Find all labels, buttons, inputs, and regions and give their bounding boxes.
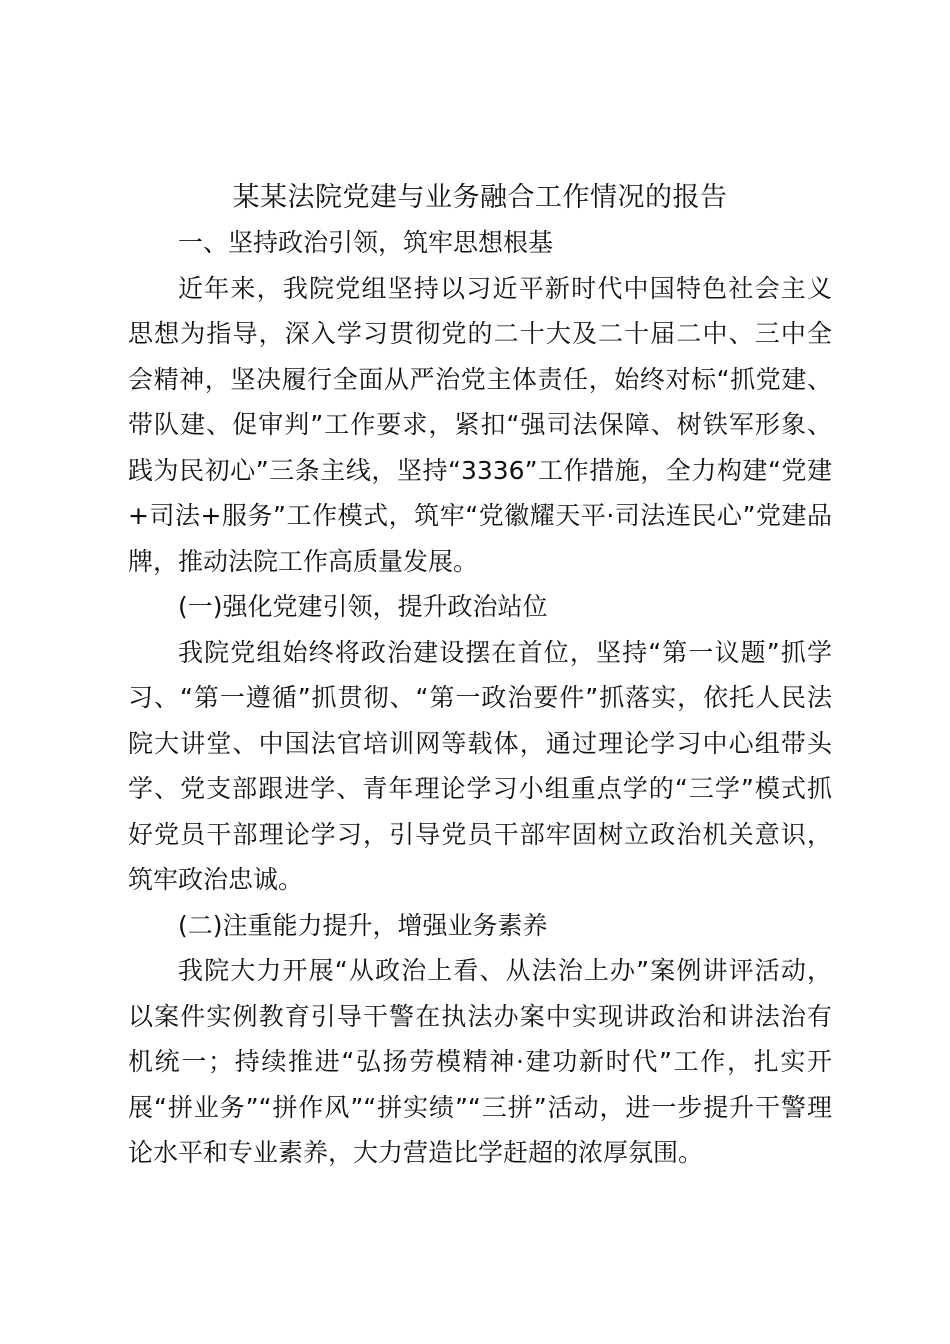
document-title: 某某法院党建与业务融合工作情况的报告 [232, 182, 728, 213]
paragraph-line: 带队建、促审判”工作要求，紧扣“强司法保障、树铁军形象、 [128, 410, 832, 439]
section-heading-1: 一、坚持政治引领，筑牢思想根基 [178, 228, 554, 257]
document-body [128, 176, 832, 1176]
paragraph-line: 学、党支部跟进学、青年理论学习小组重点学的“三学”模式抓 [128, 774, 832, 803]
paragraph-line: 院大讲堂、中国法官培训网等载体，通过理论学习中心组带头 [128, 728, 832, 758]
paragraph-line: 筑牢政治忠诚。 [128, 865, 304, 894]
paragraph-line: 以案件实例教育引导干警在执法办案中实现讲政治和讲法治有 [128, 1001, 832, 1031]
paragraph-line: 展“拼业务”“拼作风”“拼实绩”“三拼”活动，进一步提升干警理 [128, 1092, 832, 1122]
paragraph-line: 习、“第一遵循”抓贯彻、“第一政治要件”抓落实，依托人民法 [128, 683, 832, 712]
section-paragraph-3 [128, 948, 832, 1176]
paragraph-line: +司法+服务”工作模式，筑牢“党徽耀天平·司法连民心”党建品 [128, 501, 832, 530]
section-heading-2: (一)强化党建引领，提升政治站位 [178, 592, 548, 621]
paragraph-line: 会精神，坚决履行全面从严治党主体责任，始终对标“抓党建、 [128, 364, 832, 394]
section-heading-3: (二)注重能力提升，增强业务素养 [178, 910, 548, 940]
paragraph-line: 牌，推动法院工作高质量发展。 [128, 546, 479, 576]
paragraph-line: 好党员干部理论学习，引导党员干部牢固树立政治机关意识， [128, 819, 832, 849]
paragraph-line: 思想为指导，深入学习贯彻党的二十大及二十届二中、三中全 [128, 319, 832, 348]
paragraph-line: 践为民初心”三条主线，坚持“3336”工作措施，全力构建“党建 [128, 455, 832, 485]
paragraph-line: 论水平和专业素养，大力营造比学赶超的浓厚氛围。 [128, 1138, 704, 1167]
paragraph-line: 机统一；持续推进“弘扬劳模精神·建功新时代”工作，扎实开 [128, 1047, 832, 1076]
paragraph-line: 近年来，我院党组坚持以习近平新时代中国特色社会主义 [178, 273, 832, 303]
section-paragraph-2 [128, 630, 832, 903]
paragraph-line: 我院党组始终将政治建设摆在首位，坚持“第一议题”抓学 [178, 637, 832, 667]
paragraph-line: 我院大力开展“从政治上看、从法治上办”案例讲评活动， [178, 956, 832, 985]
section-paragraph-1 [128, 266, 832, 585]
